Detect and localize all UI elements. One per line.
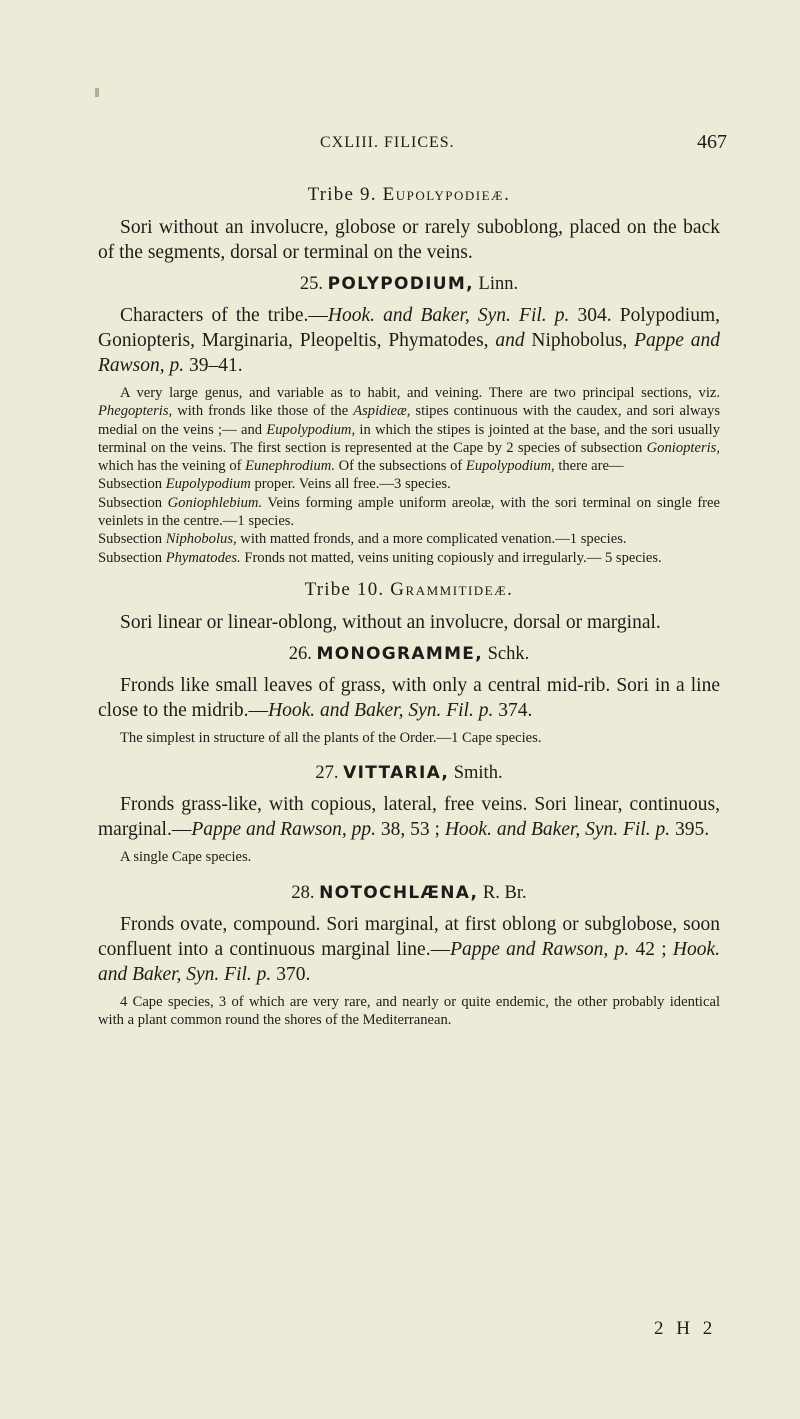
reference: Hook. and Baker, Syn. Fil. p. bbox=[327, 305, 570, 326]
note-paragraph bbox=[98, 384, 720, 475]
text-run: 39–41. bbox=[184, 355, 243, 376]
text-run: and bbox=[495, 330, 525, 351]
genus-notes bbox=[98, 384, 720, 567]
genus-description bbox=[98, 792, 720, 842]
text-run: Fronds ovate, compound. Sori marginal, at first oblong or subglobose, soon confluent into a continuous marginal line.— bbox=[98, 913, 720, 960]
reference: Pappe and Rawson, p. bbox=[450, 938, 630, 960]
taxon: Aspidieæ, bbox=[353, 403, 411, 420]
text-run: Subsection bbox=[98, 476, 166, 493]
text-run: A very large genus, and variable as to habit, and veining. There are two principal sections, viz. bbox=[120, 385, 720, 401]
running-title: CXLIII. FILICES. bbox=[320, 134, 455, 151]
text-run: Fronds not matted, veins uniting copiously and irregularly.— 5 species. bbox=[240, 549, 662, 566]
subsection-item bbox=[98, 530, 720, 548]
subsection-item bbox=[98, 494, 720, 531]
genus-name: MONOGRAMME, bbox=[316, 643, 483, 664]
text-run: Veins forming ample uniform areolæ, with the sori terminal on single free veinlets in the centre.—1 species. bbox=[98, 494, 720, 530]
genus-author: Schk. bbox=[487, 643, 530, 664]
text-run: Subsection bbox=[98, 549, 166, 566]
print-mark bbox=[95, 88, 99, 97]
taxon: Eupolypodium, bbox=[465, 458, 555, 475]
reference: Hook. and Baker, Syn. Fil. p. bbox=[444, 819, 671, 841]
genus-note: The simplest in structure of all the plants of the Order.—1 Cape species. bbox=[120, 729, 542, 746]
genus-description bbox=[98, 912, 720, 987]
genus-author: R. Br. bbox=[482, 882, 527, 903]
genus-number: 27. bbox=[315, 763, 339, 784]
tribe-heading bbox=[98, 579, 720, 601]
text-run: Characters of the tribe.— bbox=[120, 305, 328, 326]
page-content bbox=[98, 184, 720, 1029]
subsection-item bbox=[98, 475, 720, 493]
genus-note: 4 Cape species, 3 of which are very rare, and nearly or quite endemic, the other probably identical with a plant common round the shores of the Mediterranean. bbox=[98, 993, 720, 1028]
text-run: in which the stipes is jointed at the base, and the sori usually terminal on the veins. The first section is represented at the Cape by 2 species of subsection bbox=[98, 421, 720, 456]
text-run: which has the veining of bbox=[98, 458, 246, 475]
text-run: 38, 53 ; bbox=[376, 819, 445, 841]
taxon: Eupolypodium, bbox=[266, 421, 356, 438]
taxon: Niphobolus, bbox=[165, 531, 237, 548]
text-run: Of the subsections of bbox=[334, 458, 466, 475]
tribe-name: Grammitideæ. bbox=[390, 578, 514, 600]
reference: Hook. and Baker, Syn. Fil. p. bbox=[98, 938, 721, 985]
tribe-description: Sori linear or linear-oblong, without an involucre, dorsal or marginal. bbox=[120, 611, 661, 633]
tribe-name: Eupolypodieæ. bbox=[382, 184, 511, 205]
running-head bbox=[0, 131, 800, 160]
genus-heading bbox=[98, 763, 720, 784]
text-run: stipes continuous with the caudex, and sori always medial on the veins ;— and bbox=[98, 403, 721, 438]
text-run: Fronds grass-like, with copious, lateral, free veins. Sori linear, continuous, marginal.— bbox=[98, 794, 720, 841]
genus-name: NOTOCHLÆNA, bbox=[319, 882, 479, 903]
reference: Hook. and Baker, Syn. Fil. p. bbox=[268, 699, 494, 721]
genus-description bbox=[98, 303, 720, 378]
text-run: Subsection bbox=[98, 531, 166, 548]
genus-author: Linn. bbox=[478, 274, 519, 294]
text-run: Fronds like small leaves of grass, with only a central mid-rib. Sori in a line close to the midrib.— bbox=[98, 674, 720, 721]
tribe-label: Tribe 10. bbox=[304, 578, 385, 600]
text-run: with matted fronds, and a more complicated venation.—1 species. bbox=[236, 531, 627, 548]
signature-mark: 2 H 2 bbox=[654, 1318, 717, 1339]
taxon: Phegopteris, bbox=[98, 403, 173, 420]
taxon: Goniophlebium. bbox=[167, 494, 263, 511]
text-run: 304. Polypodium, Goniopteris, Marginaria, Pleopeltis, Phymatodes, bbox=[98, 305, 720, 351]
reference: Pappe and Rawson, pp. bbox=[191, 819, 377, 841]
genus-name: POLYPODIUM, bbox=[327, 274, 474, 294]
reference: Pappe and Rawson, p. bbox=[98, 330, 720, 376]
genus-number: 25. bbox=[299, 274, 324, 294]
text-run: 42 ; bbox=[629, 938, 673, 960]
text-run: Subsection bbox=[98, 494, 168, 511]
genus-description bbox=[98, 673, 720, 723]
subsection-item bbox=[98, 549, 720, 567]
tribe-heading bbox=[98, 184, 720, 206]
text-run: 374. bbox=[493, 699, 533, 721]
genus-heading bbox=[98, 883, 720, 904]
taxon: Goniopteris, bbox=[646, 439, 720, 456]
genus-name: VITTARIA, bbox=[343, 763, 450, 784]
text-run: proper. Veins all free.—3 species. bbox=[250, 476, 451, 493]
tribe-description: Sori without an involucre, globose or rarely suboblong, placed on the back of the segments, dorsal or terminal on the veins. bbox=[98, 217, 720, 263]
taxon: Eunephrodium. bbox=[245, 458, 335, 475]
genus-number: 28. bbox=[291, 882, 315, 903]
genus-number: 26. bbox=[288, 643, 312, 664]
text-run: with fronds like those of the bbox=[172, 403, 354, 420]
genus-heading bbox=[98, 644, 720, 665]
tribe-label: Tribe 9. bbox=[307, 184, 377, 205]
genus-heading bbox=[98, 274, 720, 295]
genus-note: A single Cape species. bbox=[120, 849, 252, 866]
text-run: Niphobolus, bbox=[524, 330, 635, 351]
text-run: 370. bbox=[271, 963, 311, 985]
page-number: 467 bbox=[697, 131, 727, 153]
taxon: Phymatodes. bbox=[165, 549, 241, 566]
taxon: Eupolypodium bbox=[165, 476, 251, 493]
genus-author: Smith. bbox=[453, 763, 503, 784]
text-run: there are— bbox=[554, 458, 624, 475]
text-run: 395. bbox=[670, 819, 710, 841]
